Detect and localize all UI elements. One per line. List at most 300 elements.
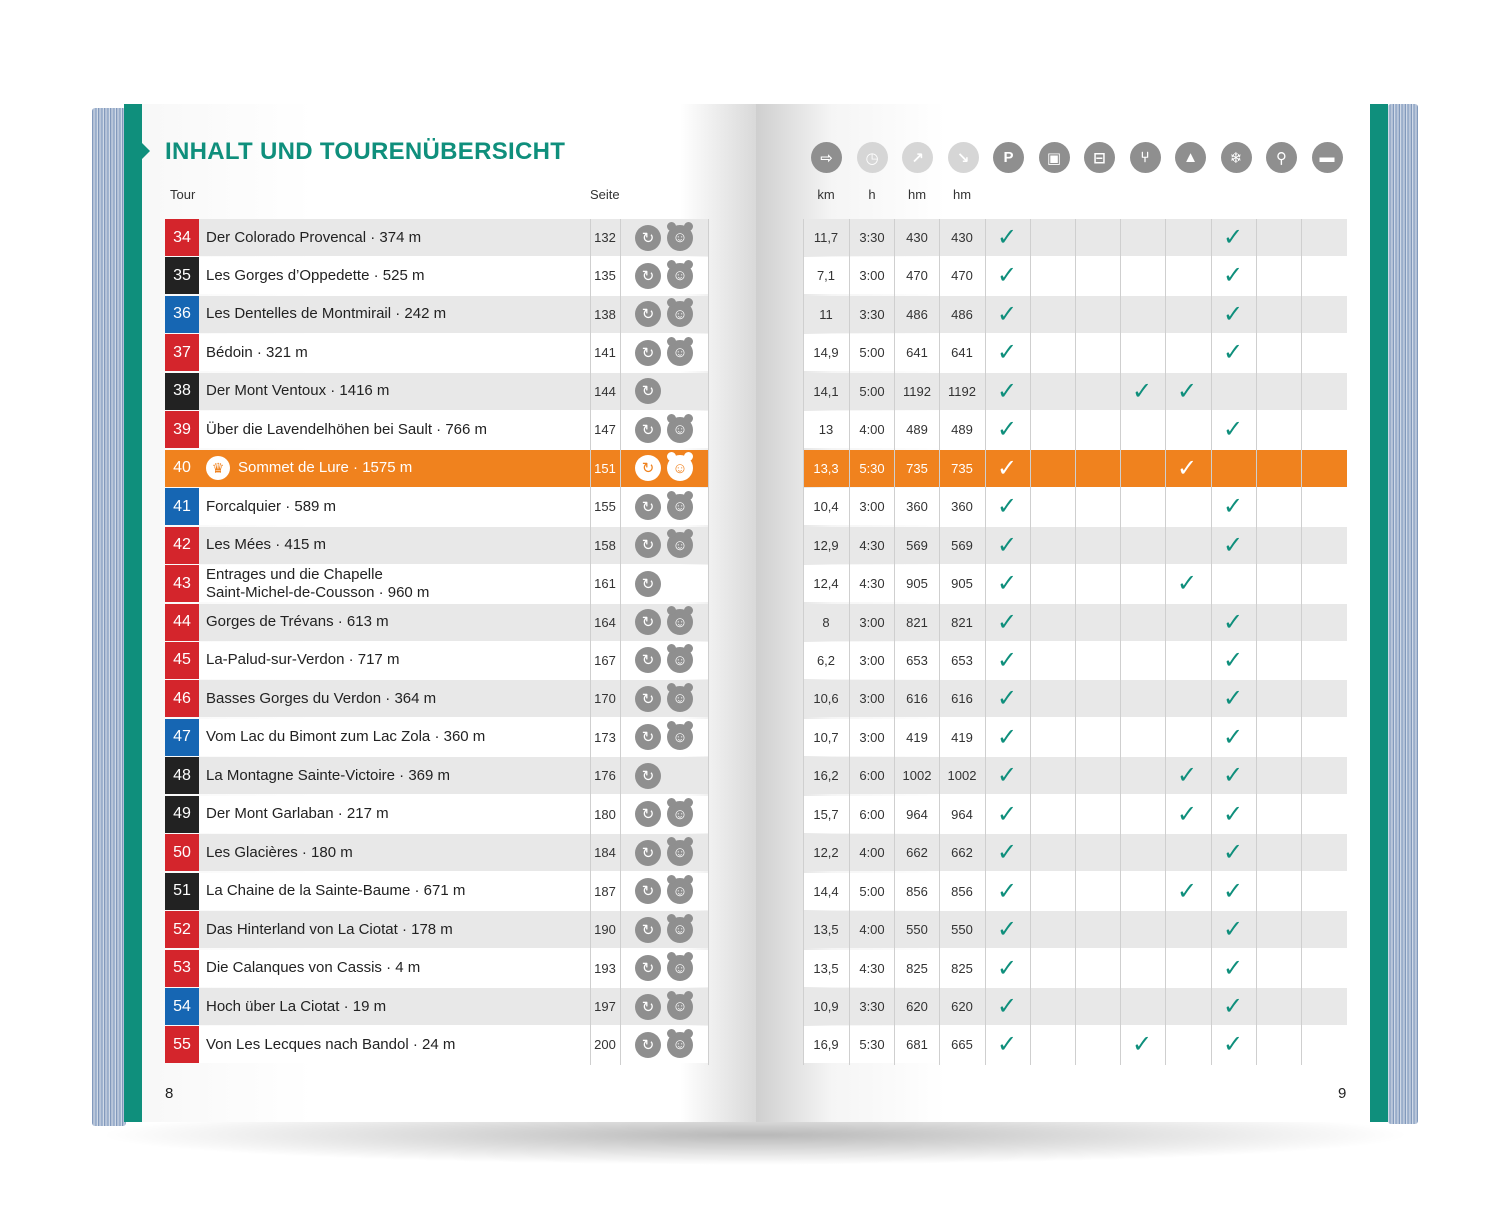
grid-line xyxy=(590,219,591,1065)
difficulty-icon: ↻ xyxy=(635,609,661,635)
stat-down: 430 xyxy=(951,230,973,245)
stat-up: 616 xyxy=(906,691,928,707)
checkmark-icon: ✓ xyxy=(1222,916,1244,944)
kid-icon-face: ☺ xyxy=(672,690,688,708)
stat-down: 419 xyxy=(951,729,973,745)
tour-number: 49 xyxy=(165,796,199,833)
checkmark-icon: ✓ xyxy=(1222,608,1244,636)
stat-down: 735 xyxy=(951,460,973,476)
tour-name[interactable] xyxy=(206,565,429,602)
page-reference[interactable]: 161 xyxy=(594,576,616,592)
stat-h: 4:30 xyxy=(859,960,885,976)
tour-number: 44 xyxy=(165,604,199,641)
stat-h: 4:00 xyxy=(859,922,885,938)
kid-friendly-icon xyxy=(667,532,693,558)
clock-icon: ◷ xyxy=(857,142,888,173)
tour-name-text: Basses Gorges du Verdon · 364 m xyxy=(206,689,437,707)
stat-km: 10,6 xyxy=(813,691,839,707)
bus-icon: ▣ xyxy=(1039,142,1070,173)
checkmark-icon: ✓ xyxy=(1222,224,1244,251)
grid-line xyxy=(1120,219,1121,1065)
page-reference[interactable]: 173 xyxy=(594,729,616,745)
tour-name[interactable] xyxy=(206,488,336,525)
stat-h: 3:00 xyxy=(859,652,885,668)
header-h: h xyxy=(868,187,876,202)
page-reference[interactable]: 180 xyxy=(594,806,616,822)
difficulty-icon: ↻ xyxy=(635,763,661,789)
page-reference[interactable]: 135 xyxy=(594,268,616,284)
checkmark-icon: ✓ xyxy=(1222,685,1244,713)
grid-line xyxy=(803,219,804,1065)
tour-number: 53 xyxy=(165,950,199,987)
stat-km: 10,4 xyxy=(813,499,839,515)
checkmark-icon: ✓ xyxy=(996,685,1018,713)
stat-km: 12,4 xyxy=(813,576,839,592)
stat-km: 12,9 xyxy=(813,537,839,553)
stat-up: 419 xyxy=(906,729,928,745)
difficulty-icon: ↻ xyxy=(635,225,661,251)
stat-km: 13 xyxy=(818,422,834,438)
tour-name[interactable] xyxy=(206,988,386,1025)
right-green-bar xyxy=(1370,104,1388,1122)
tour-name-text: Bédoin · 321 m xyxy=(206,343,308,361)
page-edges-right xyxy=(1388,104,1418,1124)
kid-friendly-icon xyxy=(667,686,693,712)
page-reference[interactable]: 164 xyxy=(594,614,616,630)
tour-number: 46 xyxy=(165,680,199,717)
tour-number: 41 xyxy=(165,488,199,525)
header-hm-up: hm xyxy=(907,187,927,202)
kid-friendly-icon xyxy=(667,225,693,251)
grid-line xyxy=(1075,219,1076,1065)
header-seite: Seite xyxy=(590,187,620,202)
difficulty-icon: ↻ xyxy=(635,301,661,327)
tour-name[interactable] xyxy=(206,911,453,948)
stat-km: 16,2 xyxy=(813,768,839,784)
stat-up: 569 xyxy=(906,537,928,553)
kid-icon-face: ☺ xyxy=(672,305,688,323)
stat-down: 653 xyxy=(951,652,973,668)
stat-km: 14,1 xyxy=(813,383,839,399)
stat-up: 856 xyxy=(906,883,928,899)
difficulty-icon: ↻ xyxy=(635,455,661,481)
page-reference[interactable]: 167 xyxy=(594,652,616,668)
difficulty-icon: ↻ xyxy=(635,532,661,558)
tour-number: 50 xyxy=(165,834,199,871)
tour-name-text: La Chaine de la Sainte-Baume · 671 m xyxy=(206,882,466,900)
tour-number: 48 xyxy=(165,757,199,794)
tour-name-line2: Saint-Michel-de-Cousson · 960 m xyxy=(206,583,430,601)
grid-line xyxy=(1256,219,1257,1065)
kid-friendly-icon xyxy=(667,1032,693,1058)
checkmark-icon: ✓ xyxy=(996,454,1018,482)
kid-icon-face: ☺ xyxy=(672,229,688,246)
checkmark-icon: ✓ xyxy=(1222,493,1244,521)
checkmark-icon: ✓ xyxy=(1222,531,1244,559)
grid-line xyxy=(894,219,895,1065)
stat-down: 641 xyxy=(951,345,973,361)
tour-number: 47 xyxy=(165,719,199,756)
stat-km: 15,7 xyxy=(813,806,839,822)
stat-h: 4:00 xyxy=(859,845,885,861)
page-reference[interactable]: 197 xyxy=(594,999,616,1014)
difficulty-icon: ↻ xyxy=(635,994,661,1020)
stat-h: 6:00 xyxy=(859,768,885,784)
checkmark-icon: ✓ xyxy=(1222,762,1244,790)
stat-km: 11,7 xyxy=(813,230,839,245)
stat-h: 5:30 xyxy=(859,460,885,476)
tour-name[interactable] xyxy=(206,719,485,756)
stat-down: 662 xyxy=(951,845,973,861)
tour-name[interactable] xyxy=(206,219,421,256)
stat-h: 3:30 xyxy=(859,306,885,322)
difficulty-icon: ↻ xyxy=(635,647,661,673)
checkmark-icon: ✓ xyxy=(996,1031,1018,1059)
grid-line xyxy=(939,219,940,1065)
grid-line xyxy=(1165,219,1166,1065)
tour-name-text: Forcalquier · 589 m xyxy=(206,497,337,515)
stat-km: 10,7 xyxy=(813,729,839,745)
kid-icon-face: ☺ xyxy=(672,459,688,477)
grid-line xyxy=(1301,219,1302,1065)
checkmark-icon: ✓ xyxy=(996,993,1018,1020)
page-reference[interactable]: 184 xyxy=(594,845,616,861)
checkmark-icon: ✓ xyxy=(1222,723,1244,751)
page-reference[interactable]: 158 xyxy=(594,537,616,553)
checkmark-icon: ✓ xyxy=(1222,800,1244,828)
stat-up: 662 xyxy=(906,845,928,861)
difficulty-icon: ↻ xyxy=(635,955,661,981)
stat-km: 13,5 xyxy=(813,960,839,976)
stat-h: 3:30 xyxy=(859,999,885,1014)
kid-friendly-icon xyxy=(667,340,693,366)
checkmark-icon: ✓ xyxy=(996,570,1018,598)
checkmark-icon: ✓ xyxy=(1222,1031,1244,1059)
grid-line xyxy=(849,219,850,1065)
stat-down: 1192 xyxy=(948,383,976,399)
kid-icon-face: ☺ xyxy=(672,882,688,900)
stat-down: 665 xyxy=(951,1037,973,1053)
kid-icon-face: ☺ xyxy=(672,844,688,862)
kid-icon-face: ☺ xyxy=(672,421,688,439)
checkmark-icon: ✓ xyxy=(1176,877,1198,905)
tour-name[interactable] xyxy=(206,450,412,487)
tour-name-text: La Montagne Sainte-Victoire · 369 m xyxy=(206,766,451,784)
tour-name[interactable] xyxy=(206,373,389,410)
stat-down: 620 xyxy=(951,999,973,1014)
tour-number: 36 xyxy=(165,296,199,333)
checkmark-icon: ✓ xyxy=(996,377,1018,405)
tour-name[interactable] xyxy=(206,642,399,679)
tour-name-line1: Entrages und die Chapelle xyxy=(206,565,383,583)
kid-icon-face: ☺ xyxy=(672,536,688,554)
tour-name[interactable] xyxy=(206,527,326,564)
difficulty-icon: ↻ xyxy=(635,724,661,750)
header-tour: Tour xyxy=(170,187,196,202)
stat-h: 3:00 xyxy=(859,614,885,630)
stat-h: 3:00 xyxy=(859,268,885,284)
page-edges-left xyxy=(92,108,126,1126)
kid-icon-face: ☺ xyxy=(672,267,688,285)
stat-up: 653 xyxy=(906,652,928,668)
tour-name-text: Der Mont Garlaban · 217 m xyxy=(206,805,389,823)
kid-icon-face: ☺ xyxy=(672,651,688,669)
kid-icon-face: ☺ xyxy=(672,1036,688,1054)
checkmark-icon: ✓ xyxy=(1222,877,1244,905)
stat-h: 6:00 xyxy=(859,806,885,822)
bike-icon: ⚲ xyxy=(1266,142,1297,173)
tour-name[interactable] xyxy=(206,1026,455,1063)
page-number-right: 9 xyxy=(1338,1085,1347,1102)
checkmark-icon: ✓ xyxy=(996,916,1018,944)
kid-friendly-icon xyxy=(667,878,693,904)
stat-h: 3:00 xyxy=(859,499,885,515)
stat-down: 616 xyxy=(951,691,973,707)
page-title: INHALT UND TOURENÜBERSICHT xyxy=(165,138,566,165)
tour-number: 51 xyxy=(165,873,199,910)
tour-number: 52 xyxy=(165,911,199,948)
page-reference[interactable]: 141 xyxy=(594,345,616,361)
stat-km: 13,5 xyxy=(813,922,839,938)
tour-name-text: Das Hinterland von La Ciotat · 178 m xyxy=(206,920,453,938)
page-reference[interactable]: 151 xyxy=(594,460,616,476)
stat-h: 3:00 xyxy=(859,729,885,745)
checkmark-icon: ✓ xyxy=(1222,300,1244,328)
checkmark-icon: ✓ xyxy=(1176,377,1198,405)
stat-up: 735 xyxy=(906,460,928,476)
descent-icon: ↘ xyxy=(948,142,979,173)
header-km: km xyxy=(817,187,835,202)
stat-h: 5:00 xyxy=(859,345,885,361)
checkmark-icon: ✓ xyxy=(1222,416,1244,444)
kid-icon-face: ☺ xyxy=(672,498,688,516)
stat-down: 470 xyxy=(951,268,973,284)
stat-up: 550 xyxy=(906,922,928,938)
difficulty-icon: ↻ xyxy=(635,686,661,712)
difficulty-icon: ↻ xyxy=(635,878,661,904)
checkmark-icon: ✓ xyxy=(996,877,1018,905)
stat-km: 6,2 xyxy=(816,652,836,668)
parking-icon: P xyxy=(993,142,1024,173)
kid-friendly-icon xyxy=(667,494,693,520)
stat-up: 620 xyxy=(906,999,928,1014)
tour-name-text: Von Les Lecques nach Bandol · 24 m xyxy=(206,1035,456,1053)
tour-name-text: Les Glacières · 180 m xyxy=(206,843,353,861)
difficulty-icon: ↻ xyxy=(635,801,661,827)
checkmark-icon: ✓ xyxy=(996,762,1018,790)
tour-number: 39 xyxy=(165,411,199,448)
difficulty-icon: ↻ xyxy=(635,1032,661,1058)
stat-up: 1192 xyxy=(903,383,931,399)
stat-up: 489 xyxy=(906,422,928,438)
page-reference[interactable]: 138 xyxy=(594,306,616,322)
tour-number: 45 xyxy=(165,642,199,679)
checkmark-icon: ✓ xyxy=(1222,339,1244,367)
stat-h: 4:30 xyxy=(859,537,885,553)
stat-down: 360 xyxy=(951,499,973,515)
stat-up: 681 xyxy=(906,1037,928,1053)
cable-car-icon: ⊟ xyxy=(1084,142,1115,173)
kid-friendly-icon xyxy=(667,417,693,443)
page-reference[interactable]: 155 xyxy=(594,499,616,515)
grid-line xyxy=(985,219,986,1065)
checkmark-icon: ✓ xyxy=(1176,570,1198,598)
tour-name[interactable] xyxy=(206,296,446,333)
checkmark-icon: ✓ xyxy=(1222,262,1244,290)
tour-name-text: La-Palud-sur-Verdon · 717 m xyxy=(206,651,400,669)
grid-line xyxy=(1030,219,1031,1065)
stat-up: 905 xyxy=(906,576,928,592)
tour-name[interactable] xyxy=(206,950,420,987)
stat-h: 5:00 xyxy=(859,383,885,399)
kid-friendly-icon xyxy=(667,917,693,943)
checkmark-icon: ✓ xyxy=(996,954,1018,982)
tour-name-text: Les Mées · 415 m xyxy=(206,536,327,554)
stat-up: 821 xyxy=(906,614,928,630)
crown-icon: ♛ xyxy=(206,456,230,480)
tour-number: 35 xyxy=(165,257,199,294)
checkmark-icon: ✓ xyxy=(1222,839,1244,867)
tour-name[interactable] xyxy=(206,411,487,448)
checkmark-icon: ✓ xyxy=(1222,993,1244,1020)
page-reference[interactable]: 200 xyxy=(594,1037,616,1053)
checkmark-icon: ✓ xyxy=(996,800,1018,828)
difficulty-icon: ↻ xyxy=(635,840,661,866)
kid-friendly-icon xyxy=(667,609,693,635)
stat-h: 3:30 xyxy=(859,230,885,245)
page-reference[interactable]: 193 xyxy=(594,960,616,976)
page-reference[interactable]: 144 xyxy=(594,383,616,399)
stat-down: 486 xyxy=(951,306,973,322)
stat-h: 4:00 xyxy=(859,422,885,438)
stat-h: 4:30 xyxy=(859,576,885,592)
checkmark-icon: ✓ xyxy=(996,300,1018,328)
restaurant-icon: ⑂ xyxy=(1130,142,1161,173)
stat-km: 14,9 xyxy=(813,345,839,361)
stat-down: 550 xyxy=(951,922,973,938)
stat-h: 5:00 xyxy=(859,883,885,899)
stat-km: 16,9 xyxy=(813,1037,839,1053)
page-reference[interactable]: 176 xyxy=(594,768,616,784)
checkmark-icon: ✓ xyxy=(996,531,1018,559)
tour-name-text: Les Gorges d’Oppedette · 525 m xyxy=(206,266,425,284)
stat-km: 8 xyxy=(822,614,830,630)
tour-name-text: Les Dentelles de Montmirail · 242 m xyxy=(206,305,447,323)
stat-down: 825 xyxy=(951,960,973,976)
stat-h: 5:30 xyxy=(859,1037,885,1053)
tour-name[interactable] xyxy=(206,796,389,833)
stat-up: 470 xyxy=(906,268,928,284)
checkmark-icon: ✓ xyxy=(1176,762,1198,790)
checkmark-icon: ✓ xyxy=(996,646,1018,674)
title-marker xyxy=(142,143,150,159)
header-hm-down: hm xyxy=(952,187,972,202)
checkmark-icon: ✓ xyxy=(996,262,1018,290)
difficulty-icon: ↻ xyxy=(635,417,661,443)
stat-km: 12,2 xyxy=(813,845,839,861)
difficulty-icon: ↻ xyxy=(635,494,661,520)
tour-name-text: Der Colorado Provencal · 374 m xyxy=(206,228,422,246)
stat-up: 486 xyxy=(906,306,928,322)
stat-km: 14,4 xyxy=(813,883,839,899)
stat-up: 964 xyxy=(906,806,928,822)
stat-up: 430 xyxy=(906,230,928,245)
winter-icon: ❄ xyxy=(1221,142,1252,173)
tour-name[interactable] xyxy=(206,834,353,871)
stat-km: 10,9 xyxy=(813,999,839,1014)
checkmark-icon: ✓ xyxy=(996,839,1018,867)
tour-number: 54 xyxy=(165,988,199,1025)
tour-name-lines xyxy=(206,566,429,602)
kid-friendly-icon xyxy=(667,263,693,289)
tour-number: 55 xyxy=(165,1026,199,1063)
checkmark-icon: ✓ xyxy=(1131,1031,1153,1059)
difficulty-icon: ↻ xyxy=(635,571,661,597)
checkmark-icon: ✓ xyxy=(1222,954,1244,982)
tour-name-text: Gorges de Trévans · 613 m xyxy=(206,613,389,630)
stat-down: 489 xyxy=(951,422,973,438)
bed-icon: ▬ xyxy=(1312,142,1343,173)
tour-name[interactable] xyxy=(206,680,436,717)
tour-name[interactable] xyxy=(206,604,389,641)
page-reference[interactable]: 187 xyxy=(594,883,616,899)
checkmark-icon: ✓ xyxy=(1222,646,1244,674)
checkmark-icon: ✓ xyxy=(996,339,1018,367)
difficulty-icon: ↻ xyxy=(635,917,661,943)
tour-number: 37 xyxy=(165,334,199,371)
kid-icon-face: ☺ xyxy=(672,921,688,939)
kid-icon-face: ☺ xyxy=(672,998,688,1015)
kid-icon-face: ☺ xyxy=(672,344,688,362)
difficulty-icon: ↻ xyxy=(635,340,661,366)
tour-name[interactable] xyxy=(206,757,450,794)
tour-name[interactable] xyxy=(206,334,308,371)
stat-km: 7,1 xyxy=(816,268,836,284)
page-reference[interactable]: 170 xyxy=(594,691,616,707)
stat-up: 641 xyxy=(906,345,928,361)
stat-down: 569 xyxy=(951,537,973,553)
signpost-icon: ⇨ xyxy=(811,142,842,173)
tour-name-text: Die Calanques von Cassis · 4 m xyxy=(206,959,421,977)
difficulty-icon: ↻ xyxy=(635,263,661,289)
stat-down: 1002 xyxy=(947,768,977,784)
stat-down: 964 xyxy=(951,806,973,822)
tour-name-text: Vom Lac du Bimont zum Lac Zola · 360 m xyxy=(206,728,486,746)
tour-name-text: Über die Lavendelhöhen bei Sault · 766 m xyxy=(206,420,488,438)
grid-line xyxy=(708,219,709,1065)
checkmark-icon: ✓ xyxy=(1176,454,1198,482)
page-reference[interactable]: 190 xyxy=(594,922,616,938)
page-reference[interactable]: 132 xyxy=(594,230,616,245)
kid-icon-face: ☺ xyxy=(672,805,688,823)
page-reference[interactable]: 147 xyxy=(594,422,616,438)
tour-number: 43 xyxy=(165,565,199,602)
stat-up: 360 xyxy=(906,499,928,515)
kid-icon-face: ☺ xyxy=(672,959,688,977)
kid-icon-face: ☺ xyxy=(672,613,688,631)
kid-friendly-icon xyxy=(667,955,693,981)
checkmark-icon: ✓ xyxy=(1176,800,1198,828)
stat-km: 11 xyxy=(819,306,833,322)
tour-name[interactable] xyxy=(206,873,465,910)
kid-friendly-icon xyxy=(667,455,693,481)
tour-name[interactable] xyxy=(206,257,424,294)
grid-line xyxy=(620,219,621,1065)
kid-friendly-icon xyxy=(667,840,693,866)
stat-down: 856 xyxy=(951,883,973,899)
tour-number: 34 xyxy=(165,219,199,256)
checkmark-icon: ✓ xyxy=(1131,377,1153,405)
